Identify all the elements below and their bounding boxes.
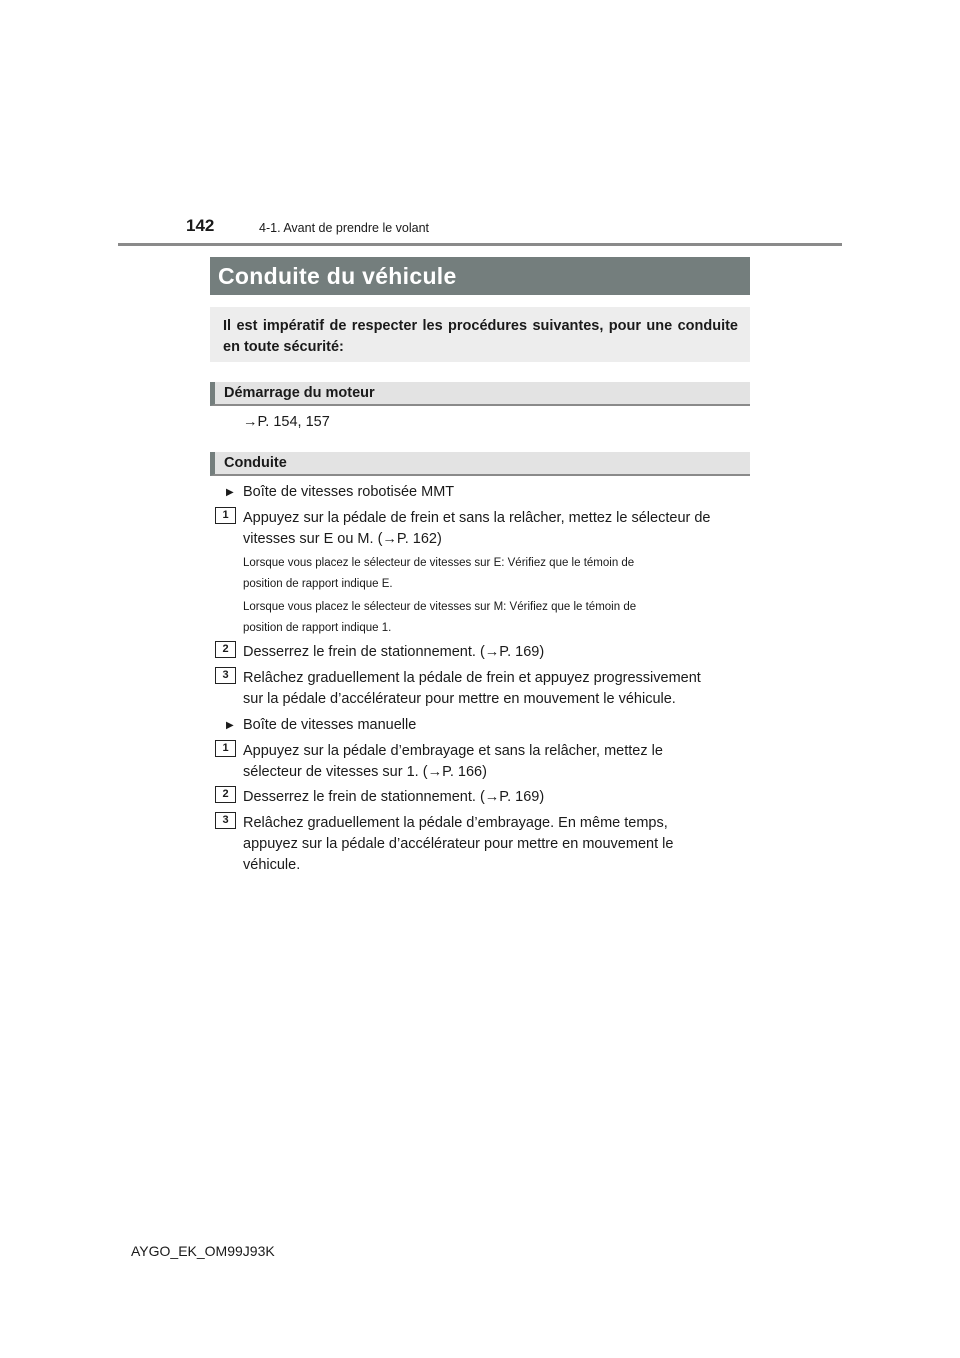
mmt-step-1 [243, 508, 745, 550]
page-reference-link[interactable]: P. 154, 157 [257, 414, 330, 430]
right-arrow-icon: → [243, 414, 258, 430]
mmt-step-1-line2: vitesses sur E ou M. (→P. 162) [243, 531, 442, 547]
section-reference: 4-1. Avant de prendre le volant [259, 221, 430, 235]
manual-step-3: Relâchez graduellement la pédale d’embrayage. En même temps, appuyez sur la pédale d’accélérateur pour mettre en mouvement le véhicule. [243, 815, 674, 873]
mmt-step-2: Desserrez le frein de stationnement. (→P. 169) [243, 644, 545, 660]
page-reference-link[interactable]: P. 166) [442, 764, 487, 780]
step-badge: 2 [215, 641, 236, 658]
right-arrow-icon: → [427, 764, 443, 780]
document-code: AYGO_EK_OM99J93K [131, 1243, 275, 1259]
bullet-manual: Boîte de vitesses manuelle [243, 717, 417, 733]
step-badge: 1 [215, 507, 236, 524]
right-arrow-icon: → [382, 531, 397, 547]
page-reference-link[interactable]: P. 169) [499, 789, 545, 805]
mmt-step-1-line1: Appuyez sur la pédale de frein et sans la relâcher, mettez le sélecteur de [243, 510, 711, 526]
header-divider [118, 243, 842, 246]
mmt-note-m: Lorsque vous placez le sélecteur de vitesses sur M: Vérifiez que le témoin de position de rapport indique 1. [243, 601, 637, 634]
step-badge: 2 [215, 786, 236, 803]
mmt-step-3: Relâchez graduellement la pédale de frein et appuyez progressivement sur la pédale d’accélérateur pour mettre en mouvement le véhicule. [243, 670, 701, 707]
triangle-right-icon: ▶ [226, 487, 234, 498]
right-arrow-icon: → [484, 644, 500, 660]
manual-step-1: Appuyez sur la pédale d’embrayage et sans la relâcher, mettez le sélecteur de vitesses sur 1. (→P. 166) [243, 743, 663, 780]
intro-box [210, 307, 750, 362]
page-title: Conduite du véhicule [210, 257, 750, 295]
step-badge: 3 [215, 812, 236, 829]
intro-text: Il est impératif de respecter les procédures suivantes, pour une conduite en toute sécurité: [223, 318, 738, 355]
manual-step-2: Desserrez le frein de stationnement. (→P. 169) [243, 789, 545, 805]
step-badge: 3 [215, 667, 236, 684]
engine-start-reference [243, 412, 330, 433]
bullet-mmt: Boîte de vitesses robotisée MMT [243, 484, 455, 500]
right-arrow-icon: → [484, 789, 500, 805]
page-reference-link[interactable]: P. 169) [499, 644, 545, 660]
heading-driving: Conduite [210, 452, 750, 476]
page-reference-link[interactable]: P. 162) [396, 531, 442, 547]
step-badge: 1 [215, 740, 236, 757]
triangle-right-icon: ▶ [226, 720, 234, 731]
page-number: 142 [186, 216, 215, 235]
heading-engine-start: Démarrage du moteur [210, 382, 750, 406]
mmt-note-e: Lorsque vous placez le sélecteur de vitesses sur E: Vérifiez que le témoin de position de rapport indique E. [243, 557, 635, 590]
